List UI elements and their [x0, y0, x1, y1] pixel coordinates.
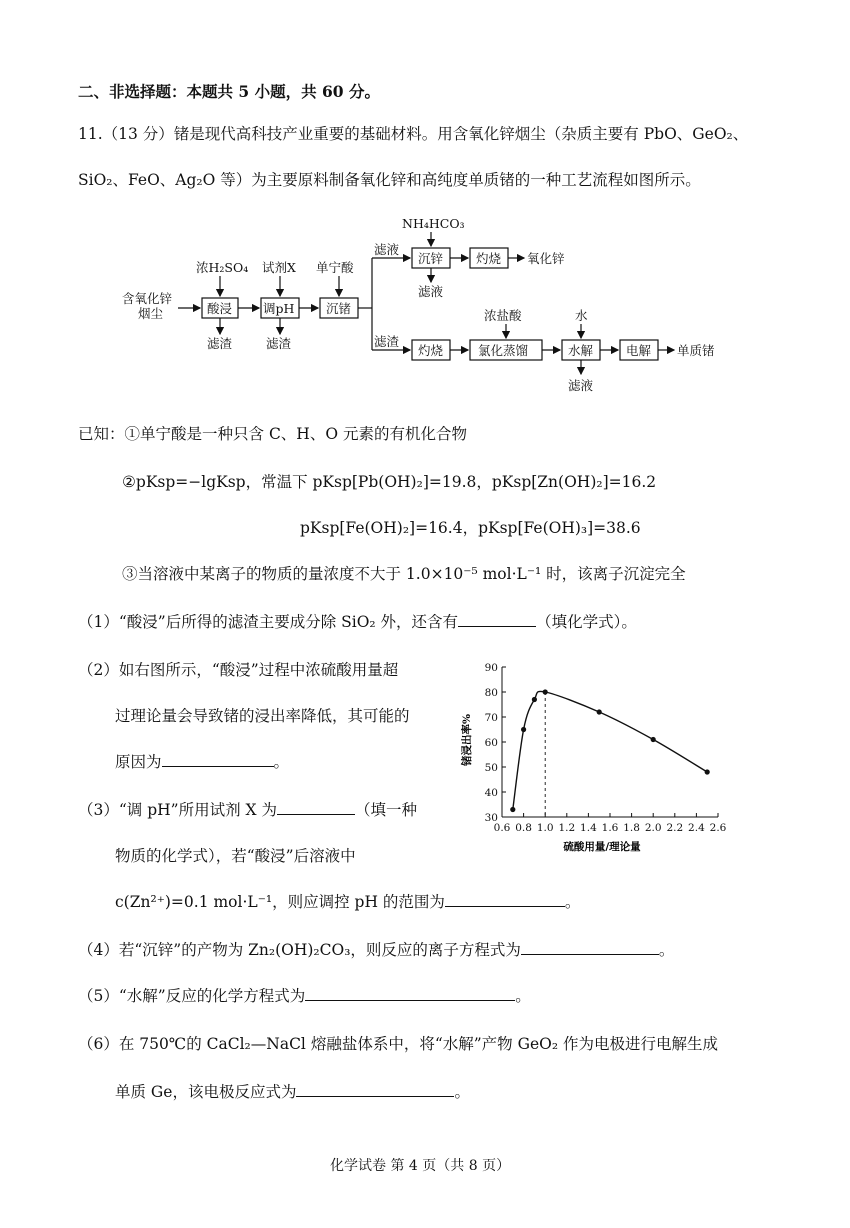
- flow-reagent-x: 试剂X: [262, 260, 296, 275]
- flow-product-zno: 氧化锌: [527, 251, 565, 266]
- flow-adjust-ph: 调pH: [263, 301, 295, 316]
- q6-line2a: 单质 Ge，该电极反应式为: [115, 1083, 297, 1101]
- y-tick-label: 40: [484, 787, 498, 799]
- q3-line1-row: [78, 800, 417, 820]
- q6-line1: （6）在 750℃的 CaCl₂—NaCl 熔融盐体系中，将“水解”产物 GeO₂ 作为电极进行电解生成: [78, 1035, 718, 1053]
- q3-line3-row: [115, 892, 580, 912]
- flow-reagent-h2so4: 浓H₂SO₄: [196, 260, 249, 275]
- flow-filtrate-hydrolysis: 滤液: [568, 378, 594, 393]
- q2-line2: 过理论量会导致锗的浸出率降低，其可能的: [115, 707, 410, 725]
- y-tick-label: 60: [484, 737, 498, 749]
- flow-filtrate-lower: 滤渣: [374, 334, 400, 349]
- flow-reagent-nh4hco3: NH₄HCO₃: [402, 216, 465, 231]
- known-label: 已知：: [78, 425, 125, 443]
- y-tick-label: 30: [484, 812, 498, 824]
- flow-electrolysis: 电解: [626, 343, 652, 358]
- q2-line3-row: [115, 752, 289, 772]
- x-tick-label: 0.6: [493, 822, 511, 834]
- data-point: [510, 807, 515, 812]
- flow-product-ge: 单质锗: [677, 343, 715, 358]
- q2-answer-blank[interactable]: [162, 752, 274, 767]
- q3-line2: 物质的化学式），若“酸浸”后溶液中: [115, 847, 356, 865]
- q6-end: 。: [454, 1083, 470, 1101]
- ge-leach-chart: [440, 655, 730, 855]
- q4-row: [78, 940, 674, 960]
- x-tick-label: 2.6: [709, 822, 727, 834]
- x-tick-label: 1.8: [623, 822, 640, 834]
- q3-line1a: （3）“调 pH”所用试剂 X 为: [78, 801, 277, 819]
- y-tick-label: 50: [484, 762, 498, 774]
- q11-stem-line1: 11.（13 分）锗是现代高科技产业重要的基础材料。用含氧化锌烟尘（杂质主要有 PbO、GeO₂、: [78, 125, 749, 143]
- q1-answer-blank[interactable]: [458, 612, 536, 627]
- known-item3: ③当溶液中某离子的物质的量浓度不大于 1.0×10⁻⁵ mol·L⁻¹ 时，该离子沉淀完全: [122, 565, 686, 583]
- flow-precip-ge: 沉锗: [326, 301, 352, 316]
- q3-reagent-blank[interactable]: [277, 800, 355, 815]
- flow-reagent-water: 水: [575, 308, 588, 323]
- x-tick-label: 2.0: [644, 822, 662, 834]
- x-tick-label: 0.8: [515, 822, 532, 834]
- flow-residue-2: 滤渣: [266, 336, 292, 351]
- flow-reagent-tannic: 单宁酸: [316, 260, 354, 275]
- data-point: [521, 727, 526, 732]
- x-tick-label: 1.0: [536, 822, 554, 834]
- flow-input-line2: 烟尘: [138, 306, 164, 321]
- flow-residue-1: 滤渣: [207, 336, 233, 351]
- q6-line2-row: [115, 1082, 470, 1102]
- q5-row: [78, 986, 531, 1006]
- flow-chlorinate: 氯化蒸馏: [478, 343, 529, 358]
- q2-line3: 原因为: [115, 753, 162, 771]
- section-heading: 二、非选择题：本题共 5 小题，共 60 分。: [78, 82, 380, 101]
- flow-precip-zn: 沉锌: [418, 251, 444, 266]
- x-tick-label: 1.6: [601, 822, 619, 834]
- page-footer: 化学试卷 第 4 页（共 8 页）: [330, 1158, 511, 1174]
- q4-text: （4）若“沉锌”的产物为 Zn₂(OH)₂CO₃，则反应的离子方程式为: [78, 941, 521, 959]
- flow-filtrate-upper: 滤液: [374, 242, 400, 257]
- data-point: [532, 697, 537, 702]
- leach-rate-curve: [513, 691, 707, 809]
- data-point: [597, 709, 602, 714]
- q5-end: 。: [515, 987, 531, 1005]
- q5-text: （5）“水解”反应的化学方程式为: [78, 987, 306, 1005]
- x-axis-label: 硫酸用量/理论量: [563, 841, 641, 853]
- x-tick-label: 1.2: [558, 822, 576, 834]
- flow-roast-upper: 灼烧: [476, 251, 502, 266]
- flow-reagent-hcl: 浓盐酸: [484, 308, 522, 323]
- q1-tail: （填化学式）。: [536, 613, 637, 631]
- q6-answer-blank[interactable]: [296, 1082, 454, 1097]
- known-item1: ①单宁酸是一种只含 C、H、O 元素的有机化合物: [124, 425, 467, 443]
- q1-row: [78, 612, 637, 632]
- process-flowchart: [0, 210, 850, 410]
- q4-answer-blank[interactable]: [521, 940, 659, 955]
- q11-stem-line2: SiO₂、FeO、Ag₂O 等）为主要原料制备氧化锌和高纯度单质锗的一种工艺流程如图所示。: [78, 171, 701, 189]
- known-item2b: pKsp[Fe(OH)₂]=16.4，pKsp[Fe(OH)₃]=38.6: [300, 519, 641, 537]
- q3-line1b: （填一种: [354, 801, 417, 819]
- x-tick-label: 2.4: [688, 822, 705, 834]
- x-tick-label: 1.4: [580, 822, 597, 834]
- data-point: [651, 737, 656, 742]
- x-tick-label: 2.2: [666, 822, 684, 834]
- flow-hydrolysis: 水解: [568, 343, 594, 358]
- flow-filtrate-zn: 滤液: [418, 284, 444, 299]
- known-item2: ②pKsp=−lgKsp，常温下 pKsp[Pb(OH)₂]=19.8，pKsp[Zn(OH)₂]=16.2: [122, 473, 657, 491]
- q3-line3a: c(Zn²⁺)=0.1 mol·L⁻¹，则应调控 pH 的范围为: [115, 893, 445, 911]
- y-axis-label: 锗浸出率%: [461, 714, 473, 766]
- q3-end: 。: [564, 893, 581, 911]
- flow-roast-lower: 灼烧: [418, 343, 444, 358]
- q4-end: 。: [658, 941, 675, 959]
- data-point: [543, 689, 548, 694]
- flow-acid-leach: 酸浸: [207, 301, 233, 316]
- y-tick-label: 90: [484, 662, 498, 674]
- data-point: [705, 769, 710, 774]
- q5-answer-blank[interactable]: [305, 986, 515, 1001]
- y-tick-label: 80: [484, 687, 498, 699]
- flow-input-line1: 含氧化锌: [122, 291, 173, 306]
- known-item1-row: [78, 424, 467, 444]
- q1-text: （1）“酸浸”后所得的滤渣主要成分除 SiO₂ 外，还含有: [78, 613, 459, 631]
- q2-end: 。: [273, 753, 290, 771]
- q3-ph-blank[interactable]: [445, 892, 565, 907]
- q2-line1: （2）如右图所示，“酸浸”过程中浓硫酸用量超: [78, 661, 399, 679]
- y-tick-label: 70: [484, 712, 498, 724]
